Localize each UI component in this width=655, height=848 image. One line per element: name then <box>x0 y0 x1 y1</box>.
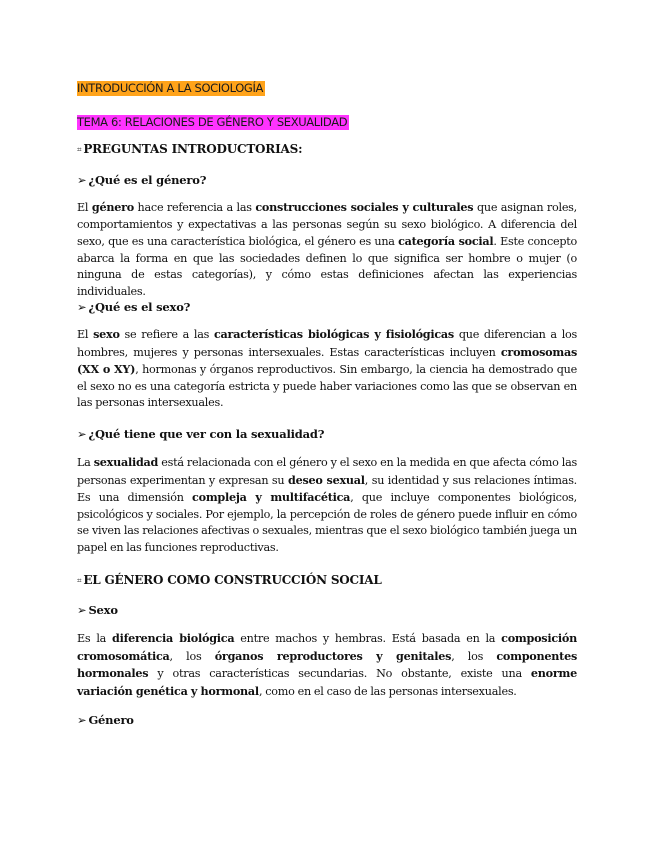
arrow-bullet-icon: ➢ <box>77 173 87 187</box>
arrow-bullet-icon: ➢ <box>77 300 87 314</box>
bold-term: enorme variación genética y hormonal <box>77 666 577 698</box>
bold-term: cromosomas (XX o XY) <box>77 344 577 377</box>
bold-term: características biológicas y fisiológicas <box>213 327 454 341</box>
bold-term: sexo <box>93 327 120 341</box>
section-heading-intro <box>77 141 577 158</box>
question-heading-text: ¿Qué es el sexo? <box>88 300 191 314</box>
question-heading-sexualidad <box>77 426 577 442</box>
question-heading-sexo <box>77 299 577 315</box>
arrow-bullet-icon: ➢ <box>77 603 87 617</box>
bold-term: componentes hormonales <box>77 648 577 681</box>
bold-term: compleja y multifacética <box>192 490 351 505</box>
section-heading-text: EL GÉNERO COMO CONSTRUCCIÓN SOCIAL <box>83 573 382 587</box>
hash-icon: ⌗ <box>77 145 82 154</box>
bold-term: deseo sexual <box>288 472 365 487</box>
course-title <box>77 77 577 96</box>
bold-term: composición cromosomática <box>77 631 578 663</box>
bold-term: diferencia biológica <box>112 631 235 645</box>
subheading-genero <box>77 712 577 728</box>
subheading-text: Género <box>88 713 134 727</box>
question-heading-text: ¿Qué es el género? <box>88 173 207 187</box>
subheading-sexo <box>77 602 577 618</box>
hash-icon: ⌗ <box>77 576 82 585</box>
arrow-bullet-icon: ➢ <box>77 427 87 441</box>
section-heading-construccion <box>77 572 577 589</box>
paragraph-sexualidad: La sexualidad está relacionada con el género y el sexo en la medida en que afecta cómo las personas experimentan y expresan su deseo sexual, su identidad y sus relaciones íntimas. Es una dimensión compleja y multifacética, que incluye componentes biológicos, psicológicos y sociales. Por ejemplo, la percepción de roles de género puede influir en cómo se viven las relaciones afectivas o sexuales, mientras que el sexo biológico también juega un papel en las funciones reproductivas. <box>77 455 577 554</box>
subheading-text: Sexo <box>88 603 118 617</box>
bold-term: construcciones sociales y culturales <box>255 200 474 214</box>
bold-term: género <box>91 200 134 214</box>
course-title-highlight: INTRODUCCIÓN A LA SOCIOLOGÍA <box>77 81 264 95</box>
paragraph-sexo: El sexo se refiere a las características biológicas y fisiológicas que diferencian a los hombres, mujeres y personas intersexuales. Estas características incluyen cromosomas (XX o XY), hormonas y órganos reproductivos. Sin embargo, la ciencia ha demostrado que el sexo no es una categoría estricta y puede haber variaciones como las que se observan en las personas intersexuales. <box>77 327 578 410</box>
section-heading-text: PREGUNTAS INTRODUCTORIAS: <box>83 142 303 156</box>
paragraph-genero: El género hace referencia a las construcciones sociales y culturales que asignan roles, comportamientos y expectativas a las personas según su sexo biológico. A diferencia del sexo, que es una característica biológica, el género es una categoría social. Este concepto abarca la forma en que las sociedades definen lo que significa ser hombre o mujer (o ninguna de estas categorías), y cómo estas definiciones afectan las experiencias individuales. <box>77 200 577 298</box>
bold-term: órganos reproductores y genitales <box>214 648 452 663</box>
bold-term: categoría social <box>398 234 494 249</box>
question-heading-text: ¿Qué tiene que ver con la sexualidad? <box>88 427 325 441</box>
bold-term: sexualidad <box>93 455 159 469</box>
arrow-bullet-icon: ➢ <box>77 713 87 727</box>
topic-title <box>77 111 577 130</box>
question-heading-genero <box>77 172 577 188</box>
topic-title-highlight: TEMA 6: RELACIONES DE GÉNERO Y SEXUALIDAD <box>77 115 348 129</box>
paragraph-sexo-definicion: Es la diferencia biológica entre machos y hembras. Está basada en la composición cromosomática, los órganos reproductores y genitales, los componentes hormonales y otras características secundarias. No obstante, existe una enorme variación genética y hormonal, como en el caso de las personas intersexuales. <box>77 631 578 698</box>
